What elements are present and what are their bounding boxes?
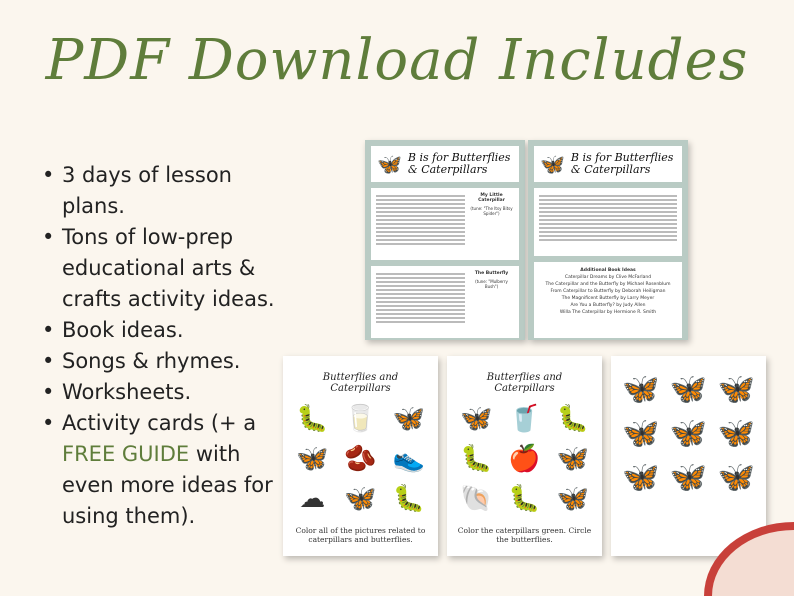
worksheet-1 (283, 356, 438, 556)
song-title: The Butterfly (474, 271, 509, 276)
butterfly-icon: 🦋 (459, 404, 493, 434)
worksheet-2 (447, 356, 602, 556)
caterpillar-icon: 🐛 (392, 484, 425, 514)
text: Activity cards (+ a (62, 411, 257, 435)
worksheet-caption: Color all of the pictures related to caterpillars and butterflies. (295, 526, 426, 544)
butterfly-card-icon: 🦋 (622, 372, 660, 407)
text: with even more ideas for using them). (62, 442, 273, 528)
apple-icon: 🍎 (508, 444, 541, 474)
butterfly-card-icon: 🦋 (669, 460, 708, 495)
caterpillar-icon: 🐛 (459, 444, 493, 474)
worksheet-caption: Color the caterpillars green. Circle the butterflies. (457, 526, 592, 544)
milk-icon: 🥛 (344, 404, 377, 434)
butterfly-card-icon: 🦋 (717, 372, 755, 407)
book-item: Are You a Butterfly? by Judy Allen (570, 303, 646, 308)
book-item: Willa The Caterpillar by Hermione R. Smith (559, 310, 657, 315)
page-title: PDF Download Includes (45, 28, 749, 93)
butterfly-card-icon: 🦋 (717, 416, 755, 451)
free-guide-highlight: FREE GUIDE (62, 442, 190, 466)
cup-icon: 🥤 (508, 404, 541, 434)
lesson-plan-page-1 (365, 140, 525, 340)
list-item: • Worksheets. (40, 377, 290, 408)
butterfly-card-icon: 🦋 (669, 416, 708, 451)
butterfly-icon: 🦋 (377, 152, 402, 176)
picture-grid (293, 404, 428, 514)
list-item: • Songs & rhymes. (40, 346, 290, 377)
worksheet-title: Butterflies and Caterpillars (486, 372, 563, 394)
caterpillar-icon: 🐛 (556, 404, 589, 434)
book-item: The Caterpillar and the Butterfly by Michael Rosenblum (545, 282, 671, 287)
book-item: The Magnificent Butterfly by Larry Meyer (561, 296, 655, 301)
butterfly-icon: 🦋 (556, 484, 589, 514)
cloud-icon: ☁ (299, 484, 326, 514)
worksheet-title: Butterflies and Caterpillars (322, 372, 399, 394)
caterpillar-icon: 🐛 (508, 484, 541, 514)
book-item: From Caterpillar to Butterfly by Deborah Heiligman (550, 289, 666, 294)
butterfly-icon: 🦋 (556, 444, 589, 474)
picture-grid (457, 404, 592, 514)
books-title: Additional Book Ideas (580, 268, 636, 273)
shoe-icon: 👟 (392, 444, 425, 474)
butterfly-icon: 🦋 (392, 404, 425, 434)
activity-cards-page (611, 356, 766, 556)
list-item: • Tons of low-prep educational arts & crafts activity ideas. (40, 222, 290, 315)
song-title: My Little Caterpillar (478, 193, 505, 203)
list-item: • 3 days of lesson plans. (40, 160, 290, 222)
doc-title: B is for Butterflies & Caterpillars (407, 151, 511, 176)
doc-title: B is for Butterflies & Caterpillars (570, 151, 674, 176)
caterpillar-icon: 🐛 (295, 404, 329, 434)
list-item: • Book ideas. (40, 315, 290, 346)
feature-list (40, 160, 290, 532)
butterfly-card-icon: 🦋 (717, 460, 755, 495)
list-item (40, 408, 290, 532)
song-tune: (tune: "Mulberry Bush") (475, 279, 508, 289)
butterfly-icon: 🦋 (295, 444, 329, 474)
shell-icon: 🐚 (459, 484, 493, 514)
butterfly-card-icon: 🦋 (622, 416, 660, 451)
butterfly-icon: 🦋 (344, 484, 377, 514)
chrysalis-icon: 🫘 (344, 444, 377, 474)
book-item: Caterpillar Dreams by Clive McFarland (564, 275, 652, 280)
song-tune: (tune: "The Itsy Bitsy Spider") (470, 206, 513, 216)
lesson-plan-page-2 (528, 140, 688, 340)
butterfly-card-icon: 🦋 (669, 372, 708, 407)
butterfly-card-icon: 🦋 (622, 460, 660, 495)
butterfly-icon: 🦋 (540, 152, 565, 176)
